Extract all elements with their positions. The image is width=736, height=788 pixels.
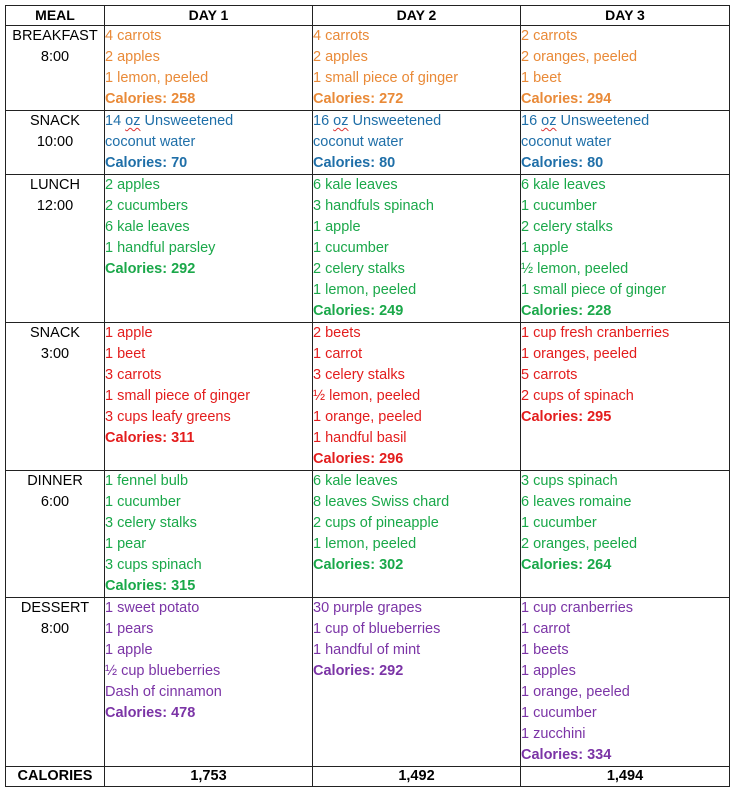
ingredient-item: coconut water [313, 134, 404, 150]
meal-time: 8:00 [40, 49, 70, 65]
day-1-cell [105, 111, 313, 175]
calories-label: Calories: 80 [313, 155, 396, 171]
ingredient-item: 2 oranges, peeled [521, 49, 638, 65]
day-1-cell [105, 175, 313, 323]
ingredient-item: 1 beets [521, 642, 569, 658]
ingredient-item: ½ lemon, peeled [521, 261, 629, 277]
ingredient-item: 1 pear [105, 536, 147, 552]
ingredient-item: 1 handful parsley [105, 240, 216, 256]
ingredient-item: 1 handful basil [313, 430, 407, 446]
ingredient-item: 3 celery stalks [105, 515, 197, 531]
header-day-1: DAY 1 [105, 6, 313, 26]
ingredient-item: 1 lemon, peeled [313, 282, 417, 298]
meal-row-breakfast [6, 26, 730, 111]
ingredient-item: 2 cups of pineapple [313, 515, 439, 531]
ingredient-item: 1 apple [105, 642, 153, 658]
ingredient-item: 1 lemon, peeled [105, 70, 209, 86]
calories-label: Calories: 334 [521, 747, 612, 763]
day-2-cell [313, 111, 521, 175]
meal-row-lunch [6, 175, 730, 323]
meal-name: DINNER [27, 473, 83, 489]
meal-name: SNACK [30, 113, 80, 129]
ingredient-item: 6 kale leaves [313, 473, 398, 489]
ingredient-item: 2 celery stalks [313, 261, 405, 277]
calories-label: Calories: 295 [521, 409, 612, 425]
calories-label: Calories: 264 [521, 557, 612, 573]
calories-label: Calories: 292 [313, 663, 404, 679]
ingredient-item: 1 zucchini [521, 726, 586, 742]
ingredient-item: 5 carrots [521, 367, 578, 383]
calories-label: Calories: 294 [521, 91, 612, 107]
ingredient-item: 1 apples [521, 663, 576, 679]
ingredient-item: 2 cups of spinach [521, 388, 634, 404]
meal-name: DESSERT [20, 600, 90, 616]
ingredient-item: 1 cup of blueberries [313, 621, 441, 637]
day-3-cell [521, 111, 730, 175]
ingredient-item: 14 oz Unsweetened [105, 113, 234, 129]
ingredient-item: 1 orange, peeled [313, 409, 422, 425]
calories-label: Calories: 80 [521, 155, 604, 171]
header-day-3: DAY 3 [521, 6, 730, 26]
calories-label: Calories: 296 [313, 451, 404, 467]
ingredient-item: 16 oz Unsweetened [521, 113, 650, 129]
ingredient-item: 1 oranges, peeled [521, 346, 638, 362]
meal-plan-table [5, 5, 730, 787]
ingredient-item: ½ lemon, peeled [313, 388, 421, 404]
calories-label: Calories: 292 [105, 261, 196, 277]
meal-name: SNACK [30, 325, 80, 341]
ingredient-item: 2 apples [105, 177, 160, 193]
ingredient-item: 1 cup cranberries [521, 600, 634, 616]
meal-label-cell [6, 598, 105, 767]
ingredient-item: coconut water [105, 134, 196, 150]
day-3-cell [521, 323, 730, 471]
ingredient-item: 1 cucumber [521, 515, 597, 531]
ingredient-item: 2 oranges, peeled [521, 536, 638, 552]
ingredient-item: 1 carrot [521, 621, 571, 637]
ingredient-item: 2 carrots [521, 28, 578, 44]
meal-time: 3:00 [40, 346, 70, 362]
ingredient-item: 1 apple [521, 240, 569, 256]
meal-label-cell [6, 111, 105, 175]
day-2-cell [313, 471, 521, 598]
ingredient-item: 1 lemon, peeled [313, 536, 417, 552]
total-day-2: 1,492 [313, 767, 521, 787]
day-3-cell [521, 26, 730, 111]
meal-label-cell [6, 471, 105, 598]
total-day-1: 1,753 [105, 767, 313, 787]
ingredient-item: 1 apple [105, 325, 153, 341]
ingredient-item: 16 oz Unsweetened [313, 113, 442, 129]
ingredient-item: 1 sweet potato [105, 600, 200, 616]
ingredient-item: 1 cup fresh cranberries [521, 325, 670, 341]
ingredient-item: 2 celery stalks [521, 219, 613, 235]
ingredient-item: 1 beet [105, 346, 146, 362]
ingredient-item: 2 apples [105, 49, 160, 65]
ingredient-item: 1 small piece of ginger [313, 70, 459, 86]
ingredient-item: coconut water [521, 134, 612, 150]
day-2-cell [313, 323, 521, 471]
calories-label: Calories: 478 [105, 705, 196, 721]
header-day-2: DAY 2 [313, 6, 521, 26]
meal-row-dinner [6, 471, 730, 598]
ingredient-item: 2 apples [313, 49, 368, 65]
ingredient-item: 3 cups spinach [105, 557, 202, 573]
ingredient-item: 6 kale leaves [521, 177, 606, 193]
meal-label-cell [6, 175, 105, 323]
calories-label: Calories: 315 [105, 578, 196, 594]
meal-time: 10:00 [36, 134, 74, 150]
calories-label: Calories: 70 [105, 155, 188, 171]
meal-name: LUNCH [30, 177, 80, 193]
ingredient-item: 1 orange, peeled [521, 684, 630, 700]
ingredient-item: 6 kale leaves [313, 177, 398, 193]
ingredient-item: 2 beets [313, 325, 361, 341]
total-day-3: 1,494 [521, 767, 730, 787]
ingredient-item: 2 cucumbers [105, 198, 189, 214]
ingredient-item: 3 celery stalks [313, 367, 405, 383]
day-1-cell [105, 471, 313, 598]
ingredient-item: 3 cups leafy greens [105, 409, 231, 425]
ingredient-item: 1 small piece of ginger [521, 282, 667, 298]
ingredient-item: 3 cups spinach [521, 473, 618, 489]
header-meal: MEAL [6, 6, 105, 26]
total-label: CALORIES [6, 767, 105, 787]
day-2-cell [313, 598, 521, 767]
day-1-cell [105, 598, 313, 767]
ingredient-item: 3 carrots [105, 367, 162, 383]
ingredient-item: 30 purple grapes [313, 600, 422, 616]
meal-row-snack-afternoon [6, 323, 730, 471]
ingredient-item: 6 leaves romaine [521, 494, 632, 510]
ingredient-item: 4 carrots [313, 28, 370, 44]
calories-label: Calories: 302 [313, 557, 404, 573]
meal-time: 12:00 [36, 198, 74, 214]
day-1-cell [105, 26, 313, 111]
meal-row-dessert [6, 598, 730, 767]
meal-row-snack-morning [6, 111, 730, 175]
calories-label: Calories: 311 [105, 430, 195, 446]
total-calories-row [6, 767, 730, 787]
ingredient-item: 1 beet [521, 70, 562, 86]
ingredient-item: 8 leaves Swiss chard [313, 494, 450, 510]
calories-label: Calories: 249 [313, 303, 404, 319]
ingredient-item: 6 kale leaves [105, 219, 190, 235]
meal-name: BREAKFAST [12, 28, 98, 44]
ingredient-item: 1 small piece of ginger [105, 388, 251, 404]
ingredient-item: 1 pears [105, 621, 154, 637]
meal-time: 6:00 [40, 494, 70, 510]
meal-time: 8:00 [40, 621, 70, 637]
meal-label-cell [6, 323, 105, 471]
calories-label: Calories: 258 [105, 91, 196, 107]
ingredient-item: ½ cup blueberries [105, 663, 221, 679]
ingredient-item: 1 cucumber [105, 494, 181, 510]
day-3-cell [521, 471, 730, 598]
ingredient-item: 1 carrot [313, 346, 363, 362]
ingredient-item: Dash of cinnamon [105, 684, 222, 700]
day-3-cell [521, 598, 730, 767]
header-row [6, 6, 730, 26]
ingredient-item: 3 handfuls spinach [313, 198, 434, 214]
ingredient-item: 1 cucumber [521, 198, 597, 214]
calories-label: Calories: 272 [313, 91, 404, 107]
ingredient-item: 1 fennel bulb [105, 473, 189, 489]
day-3-cell [521, 175, 730, 323]
day-1-cell [105, 323, 313, 471]
ingredient-item: 1 apple [313, 219, 361, 235]
meal-label-cell [6, 26, 105, 111]
day-2-cell [313, 175, 521, 323]
ingredient-item: 1 cucumber [521, 705, 597, 721]
ingredient-item: 4 carrots [105, 28, 162, 44]
calories-label: Calories: 228 [521, 303, 612, 319]
ingredient-item: 1 handful of mint [313, 642, 421, 658]
day-2-cell [313, 26, 521, 111]
ingredient-item: 1 cucumber [313, 240, 389, 256]
